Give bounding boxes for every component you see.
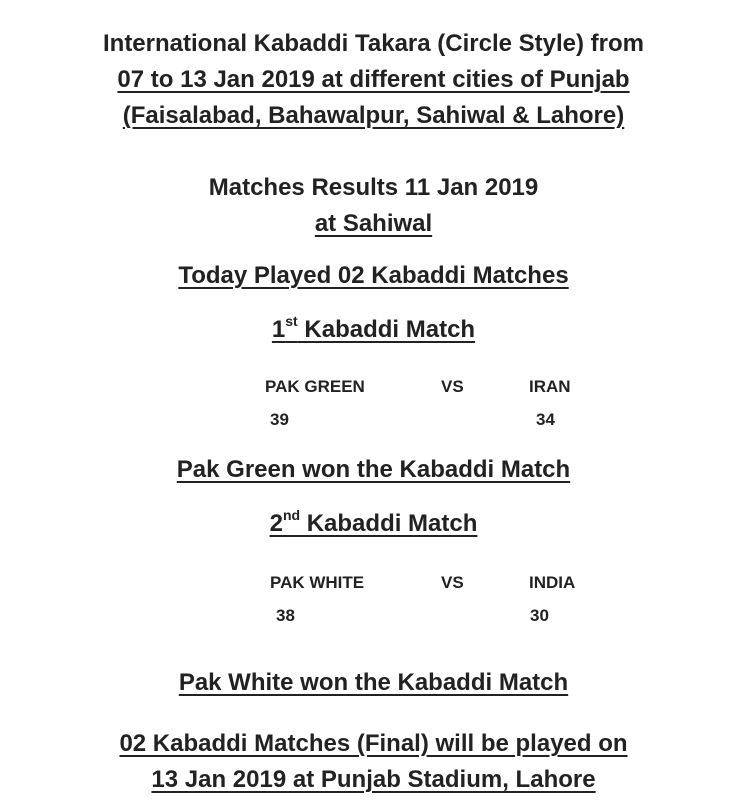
match2-ordinal-suffix: nd	[282, 507, 301, 523]
today-heading	[0, 258, 747, 294]
header-line-2: 07 to 13 Jan 2019 at different cities of Punjab	[117, 66, 630, 93]
final-line-2: 13 Jan 2019 at Punjab Stadium, Lahore	[151, 766, 596, 793]
match1-score-a: 39	[270, 410, 289, 429]
match2-heading	[0, 506, 747, 542]
tournament-header	[0, 26, 747, 134]
match2-result-text: Pak White won the Kabaddi Match	[178, 669, 569, 696]
match1-score-b: 34	[536, 410, 555, 429]
results-line-1: Matches Results 11 Jan 2019	[208, 174, 539, 201]
match1-team-a: PAK GREEN	[265, 377, 365, 396]
results-heading	[0, 170, 747, 242]
match2-team-b: INDIA	[529, 573, 576, 592]
match2-label: Kabaddi Match	[300, 510, 478, 537]
final-announcement	[0, 726, 747, 798]
today-played-text: Today Played 02 Kabaddi Matches	[178, 262, 569, 289]
match1-title	[271, 313, 476, 343]
match2-result	[0, 665, 747, 701]
match1-result-text: Pak Green won the Kabaddi Match	[176, 456, 571, 483]
match2-score-a: 38	[276, 606, 295, 625]
match1-ordinal-number: 1	[271, 316, 286, 343]
match1-result	[0, 452, 747, 488]
match1-label: Kabaddi Match	[297, 316, 476, 343]
match1-vs: VS	[441, 377, 464, 396]
match1-team-b: IRAN	[529, 377, 571, 396]
results-line-2: at Sahiwal	[314, 210, 433, 237]
match2-ordinal-number: 2	[269, 510, 283, 537]
final-line-1: 02 Kabaddi Matches (Final) will be played on	[119, 730, 628, 757]
match1-heading	[0, 312, 747, 348]
match2-team-a: PAK WHITE	[270, 573, 365, 592]
match2-title	[269, 507, 478, 537]
match2-vs: VS	[441, 573, 464, 592]
header-line-3: (Faisalabad, Bahawalpur, Sahiwal & Lahore)	[122, 102, 625, 129]
header-line-1: International Kabaddi Takara (Circle Style) from	[102, 30, 645, 57]
match1-ordinal-suffix: st	[285, 313, 298, 329]
match2-score-b: 30	[530, 606, 549, 625]
